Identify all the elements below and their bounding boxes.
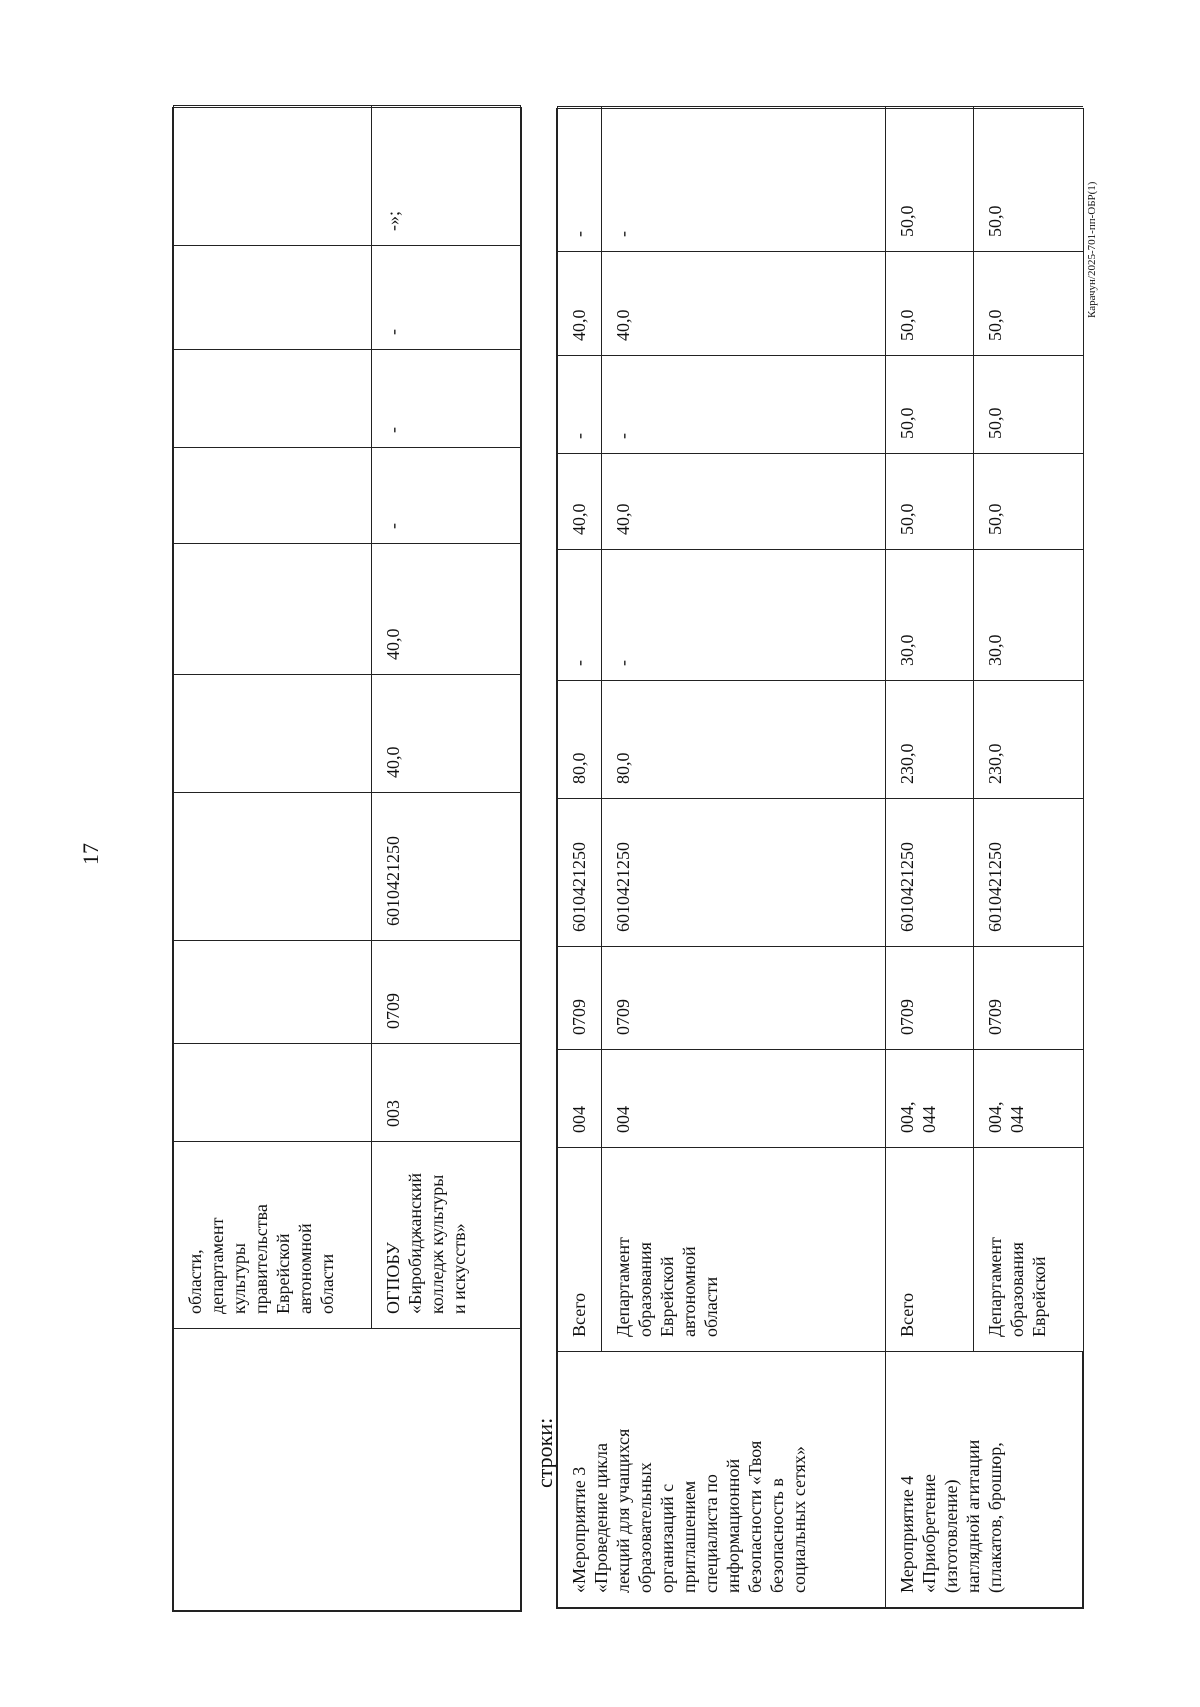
year3-cell: 50,0 xyxy=(974,356,1083,454)
grbs-cell: 004 xyxy=(558,1050,602,1148)
executor-cell: Департамент образования Еврейской автономной области xyxy=(602,1148,886,1352)
year1-cell: 30,0 xyxy=(886,550,974,681)
executor-cell: ОГПОБУ «Биробиджанский колледж культуры и искусств» xyxy=(372,1142,521,1329)
year4-cell xyxy=(174,246,372,350)
year1-cell: - xyxy=(602,550,886,681)
total-cell xyxy=(174,675,372,793)
rows-label: строки: xyxy=(532,1417,557,1488)
year2-cell: 50,0 xyxy=(886,454,974,550)
csr-cell: 6010421250 xyxy=(602,799,886,947)
year3-cell: - xyxy=(372,350,521,448)
year2-cell xyxy=(174,448,372,544)
total-cell: 80,0 xyxy=(602,681,886,799)
year4-cell: 50,0 xyxy=(974,252,1083,356)
year3-cell: - xyxy=(602,356,886,454)
measure-cell xyxy=(174,1329,521,1611)
executor-cell: области, департамент культуры правительства Еврейской автономной области xyxy=(174,1142,372,1329)
csr-cell: 6010421250 xyxy=(886,799,974,947)
total-cell: 80,0 xyxy=(558,681,602,799)
continued-table xyxy=(172,107,522,1612)
grbs-cell xyxy=(174,1044,372,1142)
year5-cell: 50,0 xyxy=(974,107,1083,252)
year5-cell: - xyxy=(602,107,886,252)
year4-cell: 50,0 xyxy=(886,252,974,356)
csr-cell: 6010421250 xyxy=(558,799,602,947)
table-row xyxy=(558,107,602,1608)
grbs-cell: 004 xyxy=(602,1050,886,1148)
total-cell: 40,0 xyxy=(372,675,521,793)
year3-cell: 50,0 xyxy=(886,356,974,454)
table-row xyxy=(174,106,372,1611)
rz-cell: 0709 xyxy=(372,941,521,1044)
year2-cell: 50,0 xyxy=(974,454,1083,550)
table-row xyxy=(886,107,974,1608)
executor-cell: Всего xyxy=(558,1148,602,1352)
executor-cell: Департамент образования Еврейской xyxy=(974,1148,1083,1352)
rz-cell: 0709 xyxy=(558,947,602,1050)
year5-cell: -»; xyxy=(372,106,521,246)
grbs-cell: 003 xyxy=(372,1044,521,1142)
year3-cell: - xyxy=(558,356,602,454)
executor-cell: Всего xyxy=(886,1148,974,1352)
grbs-cell: 004, 044 xyxy=(974,1050,1083,1148)
csr-cell: 6010421250 xyxy=(372,793,521,941)
rz-cell xyxy=(174,941,372,1044)
rz-cell: 0709 xyxy=(886,947,974,1050)
year1-cell: 30,0 xyxy=(974,550,1083,681)
year5-cell: 50,0 xyxy=(886,107,974,252)
year4-cell: - xyxy=(372,246,521,350)
year2-cell: - xyxy=(372,448,521,544)
year1-cell xyxy=(174,544,372,675)
page-number: 17 xyxy=(78,843,103,865)
year4-cell: 40,0 xyxy=(602,252,886,356)
new-rows-table xyxy=(556,108,1084,1609)
rz-cell: 0709 xyxy=(602,947,886,1050)
measure-cell: «Мероприятие 3 «Проведение цикла лекций для учащихся образовательных организаций с приглашением специалиста по информационной безопасности «Твоя безопасность в социальных сетях» xyxy=(558,1352,886,1608)
csr-cell xyxy=(174,793,372,941)
total-cell: 230,0 xyxy=(974,681,1083,799)
year5-cell: - xyxy=(558,107,602,252)
year1-cell: 40,0 xyxy=(372,544,521,675)
year5-cell xyxy=(174,106,372,246)
csr-cell: 6010421250 xyxy=(974,799,1083,947)
year4-cell: 40,0 xyxy=(558,252,602,356)
year2-cell: 40,0 xyxy=(558,454,602,550)
document-footer-code: Карачун/2025-701-пп-ОБР(1) xyxy=(1086,181,1098,318)
year3-cell xyxy=(174,350,372,448)
grbs-cell: 004, 044 xyxy=(886,1050,974,1148)
year1-cell: - xyxy=(558,550,602,681)
year2-cell: 40,0 xyxy=(602,454,886,550)
measure-cell: Мероприятие 4 «Приобретение (изготовление) наглядной агитации (плакатов, брошюр, xyxy=(886,1352,1083,1608)
total-cell: 230,0 xyxy=(886,681,974,799)
rz-cell: 0709 xyxy=(974,947,1083,1050)
